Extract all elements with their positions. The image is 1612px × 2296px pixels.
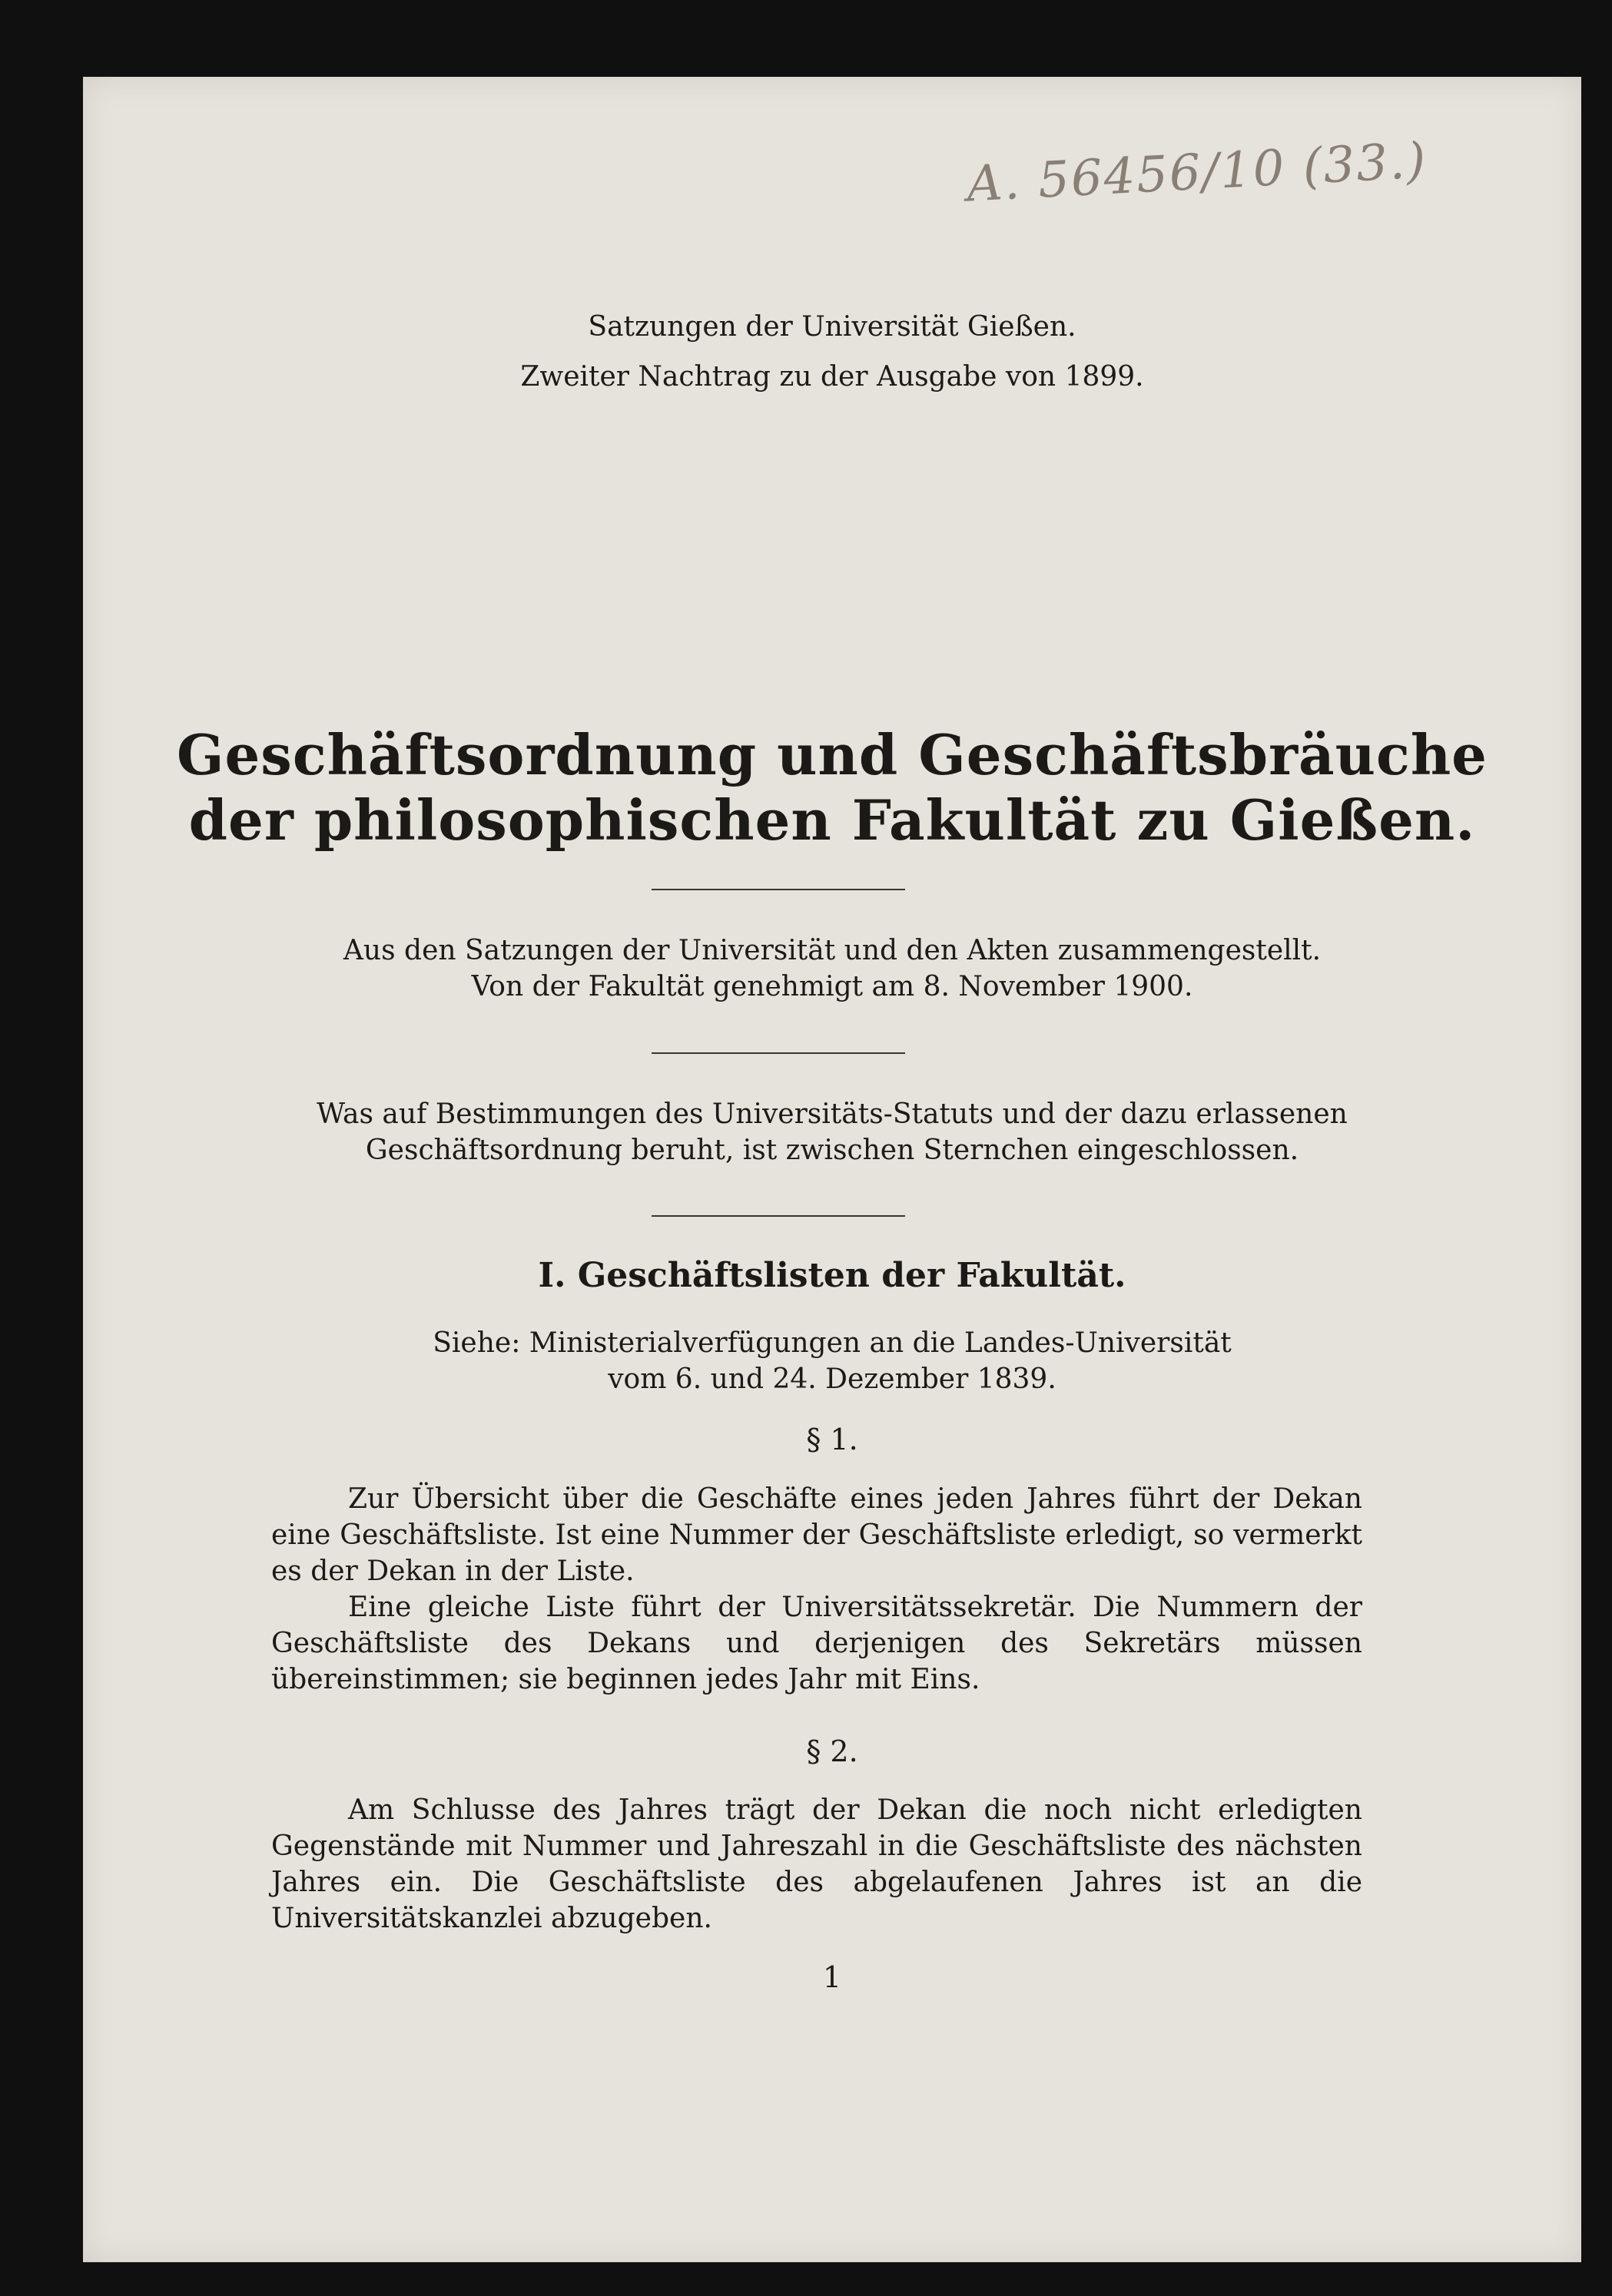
title-line-1: Geschäftsordnung und Geschäftsbräuche: [176, 722, 1488, 787]
divider: [652, 1052, 905, 1054]
paragraph-1-text-1: Zur Übersicht über die Geschäfte eines jeden Jahres führt der Dekan eine Geschäftsliste. Ist eine Nummer der Geschäftsliste erledigt, so vermerkt es der Dekan in der Liste.: [271, 1483, 1362, 1587]
document-page: [83, 77, 1581, 2262]
paragraph-mark-2: § 2.: [806, 1734, 858, 1768]
paragraph-1-text-2: Eine gleiche Liste führt der Universitätssekretär. Die Nummern der Geschäftsliste des Dekans und derjenigen des Sekretärs müssen übereinstimmen; sie beginnen jedes Jahr mit Eins.: [271, 1592, 1362, 1695]
paragraph-2-text-1: Am Schlusse des Jahres trägt der Dekan die noch nicht erledigten Gegenstände mit Nummer und Jahreszahl in die Geschäftsliste des nächsten Jahres ein. Die Geschäftsliste des abgelaufenen Jahres ist an die Universitätskanzlei abzugeben.: [271, 1794, 1362, 1934]
paragraph-mark-1: § 1.: [806, 1423, 858, 1456]
header-line-1: Satzungen der Universität Gießen.: [588, 311, 1076, 343]
page-number: 1: [822, 1960, 842, 1994]
divider: [652, 1215, 905, 1217]
source-line-2: Von der Fakultät genehmigt am 8. November 1900.: [471, 971, 1193, 1002]
section-heading: I. Geschäftslisten der Fakultät.: [538, 1256, 1126, 1295]
title-line-2: der philosophischen Fakultät zu Gießen.: [188, 787, 1476, 853]
note-line-2: Geschäftsordnung beruht, ist zwischen Sternchen eingeschlossen.: [365, 1135, 1299, 1166]
header-line-2: Zweiter Nachtrag zu der Ausgabe von 1899.: [520, 361, 1144, 393]
note-line-1: Was auf Bestimmungen des Universitäts-Statuts und der dazu erlassenen: [317, 1098, 1348, 1130]
paragraph-2: [271, 1792, 1362, 1937]
paragraph-1: [271, 1481, 1362, 1698]
section-reference-2: vom 6. und 24. Dezember 1839.: [608, 1363, 1056, 1395]
handwritten-shelfmark: A. 56456/10 (33.): [965, 132, 1429, 214]
section-reference-1: Siehe: Ministerialverfügungen an die Landes-Universität: [433, 1327, 1232, 1359]
divider: [652, 889, 905, 890]
source-line-1: Aus den Satzungen der Universität und den Akten zusammengestellt.: [343, 935, 1322, 966]
